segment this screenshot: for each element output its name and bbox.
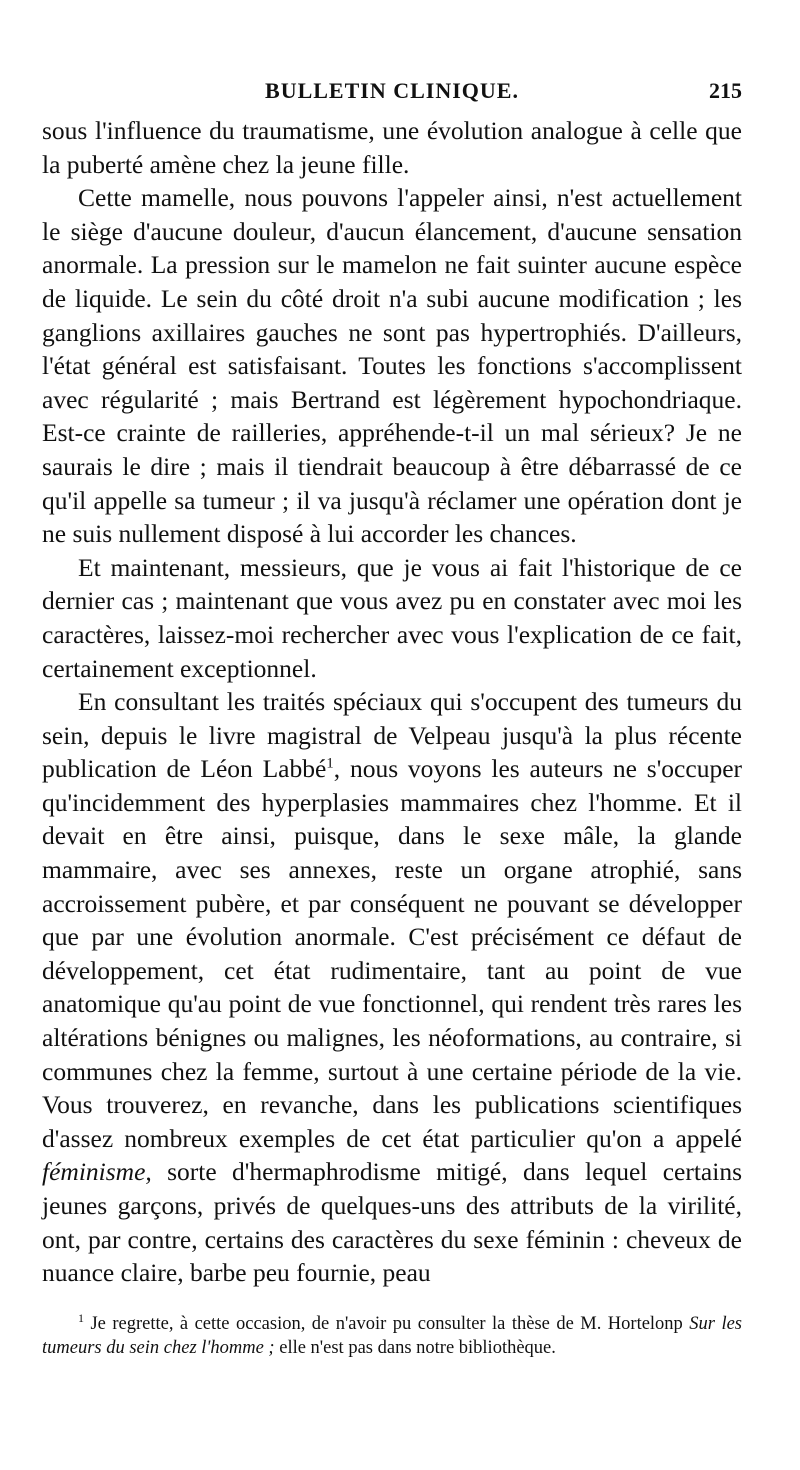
paragraph-4-part-1: En consultant les traités spéciaux qui s'occupent des tumeurs du sein, depuis le livre magistral de Velpeau jusqu'à la plus récente publication de Léon Labbé (42, 687, 742, 784)
body-text (42, 114, 742, 1290)
book-page (42, 78, 742, 1360)
footnote-text-2: elle n'est pas dans notre bibliothèque. (274, 1337, 556, 1358)
running-title: BULLETIN CLINIQUE. (265, 78, 519, 103)
paragraph-1: sous l'influence du traumatisme, une évolution analogue à celle que la puberté amène chez la jeune fille. (42, 116, 742, 179)
paragraph-4 (42, 685, 742, 1290)
page-number: 215 (709, 78, 742, 103)
paragraph-4-part-2: , nous voyons les auteurs ne s'occuper qu'incidemment des hyperplasies mammaires chez l'homme. Et il devait en être ainsi, puisque, dans le sexe mâle, la glande mammaire, avec ses annexes, reste un organe atrophié, sans accroissement pubère, et par conséquent ne pouvant se développer que par une évolution anormale. C'est précisément ce défaut de développement, cet état rudimentaire, tant au point de vue anatomique qu'au point de vue fonctionnel, qui rendent très rares les altérations bénignes ou malignes, les néoformations, au contraire, si communes chez la femme, surtout à une certaine période de la vie. Vous trouverez, en revanche, dans les publications scientifiques d'assez nombreux exemples de cet état particulier qu'on a appelé (42, 754, 742, 1153)
paragraph-2: Cette mamelle, nous pouvons l'appeler ainsi, n'est actuellement le siège d'aucune douleur, d'aucun élancement, d'aucune sensation anormale. La pression sur le mamelon ne fait suinter aucune espèce de liquide. Le sein du côté droit n'a subi aucune modification ; les ganglions axillaires gauches ne sont pas hypertrophiés. D'ailleurs, l'état général est satisfaisant. Toutes les fonctions s'accomplissent avec régularité ; mais Bertrand est légèrement hypochondriaque. Est-ce crainte de railleries, appréhende-t-il un mal sérieux? Je ne saurais le dire ; mais il tiendrait beaucoup à être débarrassé de ce qu'il appelle sa tumeur ; il va jusqu'à réclamer une opération dont je ne suis nullement disposé à lui accorder les chances. (42, 183, 742, 549)
footnote-italic-title: Sur les tumeurs du sein chez l'homme ; (42, 1313, 742, 1358)
page-header (42, 78, 742, 114)
footnotes (42, 1312, 742, 1360)
footnote-marker: 1 (78, 1310, 84, 1325)
footnote-1 (42, 1312, 742, 1360)
footnote-reference: 1 (326, 755, 334, 772)
paragraph-3: Et maintenant, messieurs, que je vous ai fait l'historique de ce dernier cas ; maintenant que vous avez pu en constater avec moi les caractères, laissez-moi rechercher avec vous l'explication de ce fait, certainement exceptionnel. (42, 552, 742, 683)
paragraph-4-part-3: sorte d'hermaphrodisme mitigé, dans lequel certains jeunes garçons, privés de quelques-uns des attributs de la virilité, ont, par contre, certains des caractères du sexe féminin : cheveux de nuance claire, barbe peu fournie, peau (42, 1157, 742, 1288)
italic-term: féminisme, (42, 1157, 152, 1187)
footnote-text-1: Je regrette, à cette occasion, de n'avoir pu consulter la thèse de M. Hortelonp (90, 1313, 690, 1334)
